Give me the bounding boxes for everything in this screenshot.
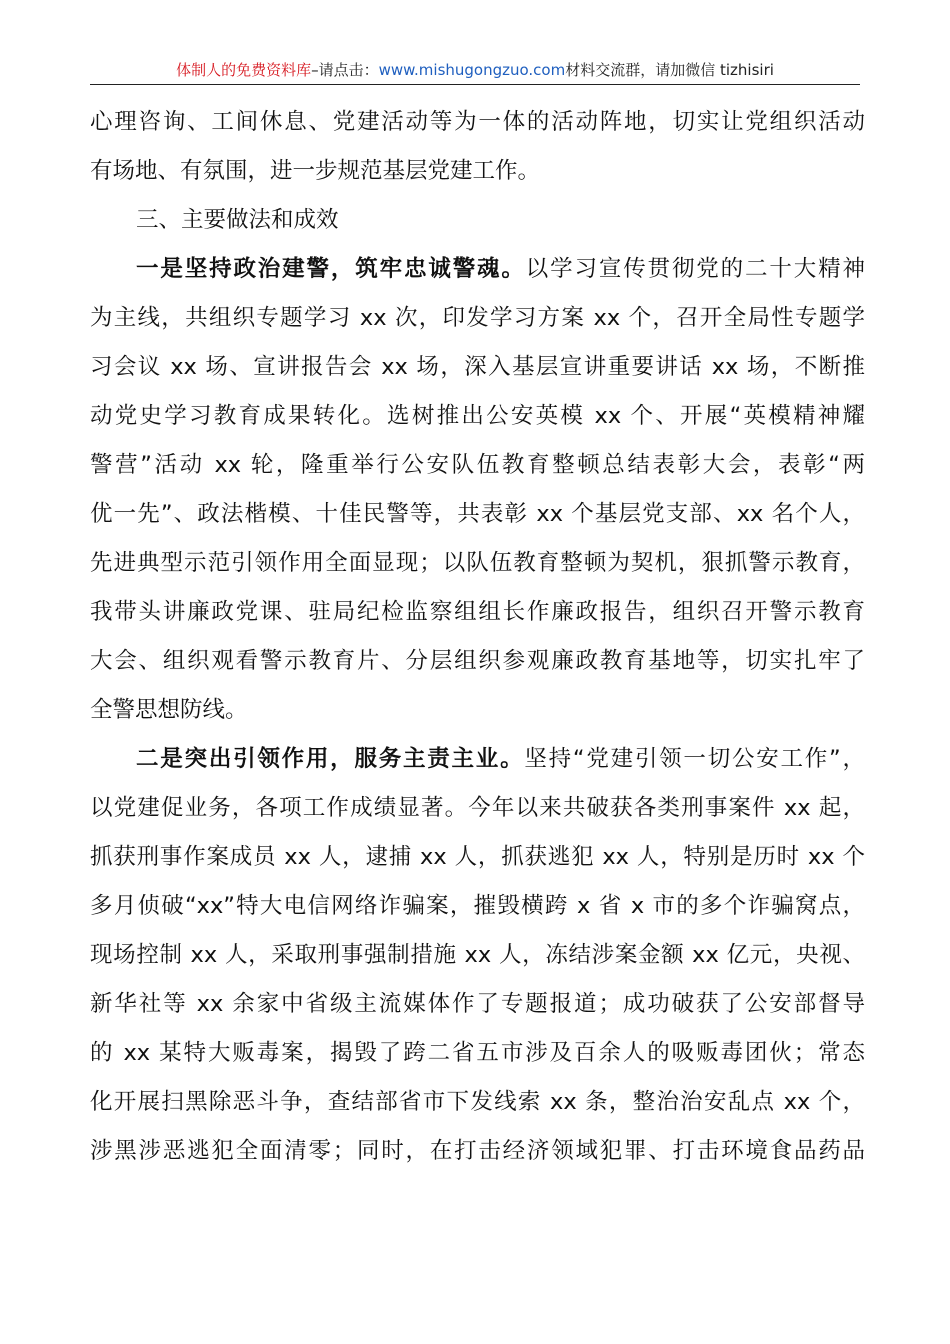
body-line-13: 全警思想防线。 [90,697,248,723]
body-line-21: 化开展扫黑除恶斗争，查结部省市下发线索 xx 条，整治治安乱点 xx 个， [90,1089,865,1115]
body-line-18: 现场控制 xx 人，采取刑事强制措施 xx 人，冻结涉案金额 xx 亿元，央视、 [90,942,865,968]
body-line-7: 动党史学习教育成果转化。选树推出公安英模 xx 个、开展“英模精神耀 [90,403,865,429]
body-line-20: 的 xx 某特大贩毒案，揭毁了跨二省五市涉及百余人的吸贩毒团伙；常态 [90,1040,865,1066]
paragraph-2-lead-rest: 坚持“党建引领一切公安工作”， [524,746,865,772]
body-line-8: 警营”活动 xx 轮，隆重举行公安队伍教育整顿总结表彰大会，表彰“两 [90,452,865,478]
paragraph-1-lead-rest: 以学习宣传贯彻党的二十大精神 [525,256,865,282]
body-line-19: 新华社等 xx 余家中省级主流媒体作了专题报道；成功破获了公安部督导 [90,991,865,1017]
paragraph-2-first-line [90,735,865,784]
body-line-9: 优一先”、政法楷模、十佳民警等，共表彰 xx 个基层党支部、xx 名个人， [90,501,865,527]
paragraph-1-lead: 一是坚持政治建警，筑牢忠诚警魂。 [136,256,526,282]
body-line-1: 心理咨询、工间休息、党建活动等为一体的活动阵地，切实让党组织活动 [90,109,865,135]
body-line-11: 我带头讲廉政党课、驻局纪检监察组组长作廉政报告，组织召开警示教育 [90,599,865,625]
paragraph-2-lead: 二是突出引领作用，服务主责主业。 [136,746,525,772]
page-header [90,58,860,85]
body-line-5: 为主线，共组织专题学习 xx 次，印发学习方案 xx 个，召开全局性专题学 [90,305,865,331]
body-line-16: 抓获刑事作案成员 xx 人，逮捕 xx 人，抓获逃犯 xx 人，特别是历时 xx 个 [90,844,865,870]
body-line-2: 有场地、有氛围，进一步规范基层党建工作。 [90,158,541,184]
body-line-17: 多月侦破“xx”特大电信网络诈骗案，摧毁横跨 x 省 x 市的多个诈骗窝点， [90,893,865,919]
body-line-15: 以党建促业务，各项工作成绩显著。今年以来共破获各类刑事案件 xx 起， [90,795,865,821]
header-brand: 体制人的免费资料库 [176,61,312,79]
body-line-12: 大会、组织观看警示教育片、分层组织参观廉政教育基地等，切实扎牢了 [90,648,865,674]
header-prompt: –请点击： [311,61,379,79]
paragraph-1-first-line [90,245,865,294]
body-line-22: 涉黑涉恶逃犯全面清零；同时，在打击经济领域犯罪、打击环境食品药品 [90,1138,865,1164]
body-line-10: 先进典型示范引领作用全面显现；以队伍教育整顿为契机，狠抓警示教育， [90,550,865,576]
body-line-6: 习会议 xx 场、宣讲报告会 xx 场，深入基层宣讲重要讲话 xx 场，不断推 [90,354,865,380]
header-url-link[interactable]: www.mishugongzuo.com [378,61,566,79]
section-heading: 三、主要做法和成效 [136,207,339,233]
header-contact: 材料交流群，请加微信 tizhisiri [565,61,774,79]
document-body [90,98,865,1176]
